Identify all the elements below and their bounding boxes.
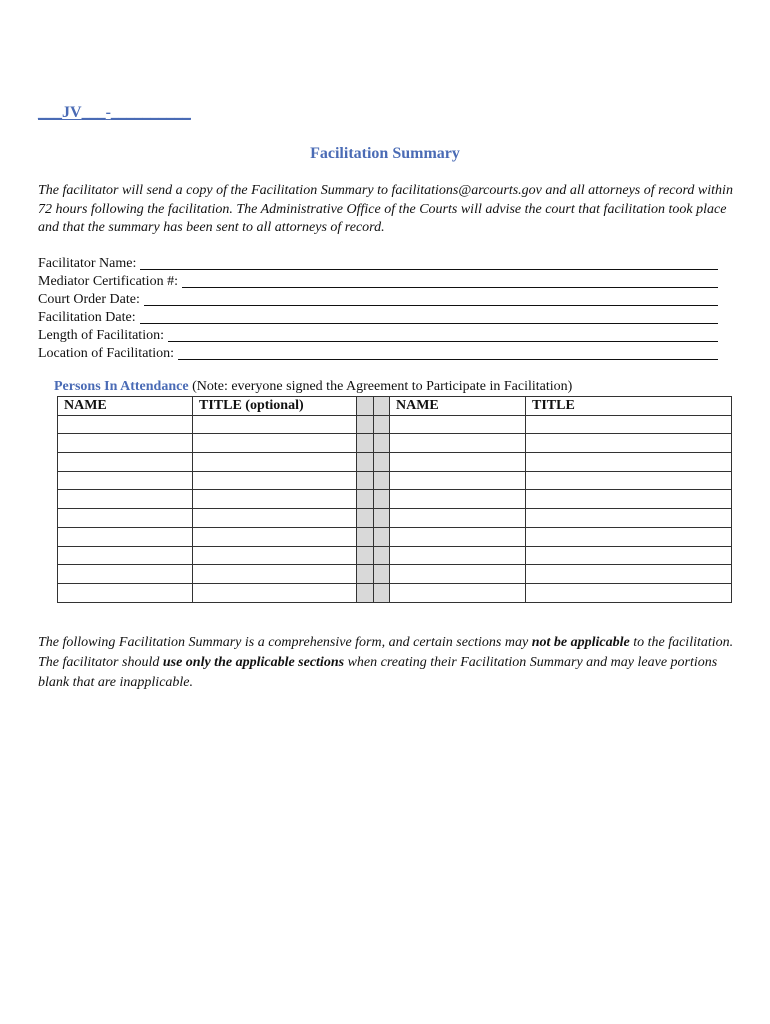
length-of-facilitation-field	[38, 326, 718, 344]
intro-paragraph: The facilitator will send a copy of the Facilitation Summary to facilitations@arcourts.gov and all attorneys of record within 72 hours following the facilitation. The Administrative Office of the Courts will advise the court that facilitation took place and that the summary has been sent to all attorneys of record.	[38, 183, 733, 235]
column-header-title: TITLE	[526, 397, 732, 416]
spacer-cell	[374, 583, 390, 602]
left-title-cell[interactable]	[193, 583, 357, 602]
left-title-cell[interactable]	[193, 546, 357, 565]
right-title-cell[interactable]	[526, 565, 732, 584]
spacer-cell	[357, 527, 374, 546]
spacer-cell	[357, 509, 374, 528]
spacer-cell	[374, 434, 390, 453]
column-header-name: NAME	[58, 397, 193, 416]
case-number-dash: -	[105, 104, 111, 121]
outro-paragraph	[38, 633, 738, 693]
mediator-certification-field	[38, 272, 718, 290]
case-number-blank[interactable]: ___	[81, 104, 106, 121]
attendance-note: (Note: everyone signed the Agreement to Participate in Facilitation)	[188, 379, 573, 394]
court-order-date-input[interactable]	[144, 292, 718, 306]
right-title-cell[interactable]	[526, 509, 732, 528]
spacer-cell	[357, 471, 374, 490]
spacer-cell	[374, 397, 390, 416]
right-title-cell[interactable]	[526, 415, 732, 434]
left-title-cell[interactable]	[193, 490, 357, 509]
field-label: Court Order Date:	[38, 292, 140, 307]
spacer-cell	[374, 471, 390, 490]
outro-text: when creating their Facilitation Summary and may leave portions blank that are inapplicable.	[38, 655, 718, 690]
outro-emphasis: use only the applicable sections	[162, 655, 345, 670]
attendance-table	[57, 396, 732, 603]
spacer-cell	[357, 565, 374, 584]
left-title-cell[interactable]	[193, 509, 357, 528]
attendance-row	[58, 415, 732, 434]
right-title-cell[interactable]	[526, 471, 732, 490]
left-name-cell[interactable]	[58, 583, 193, 602]
attendance-row	[58, 471, 732, 490]
right-title-cell[interactable]	[526, 490, 732, 509]
spacer-cell	[357, 546, 374, 565]
spacer-cell	[374, 527, 390, 546]
left-name-cell[interactable]	[58, 490, 193, 509]
left-title-cell[interactable]	[193, 415, 357, 434]
attendance-row	[58, 546, 732, 565]
spacer-cell	[374, 509, 390, 528]
right-title-cell[interactable]	[526, 434, 732, 453]
spacer-cell	[357, 583, 374, 602]
attendance-row	[58, 434, 732, 453]
left-name-cell[interactable]	[58, 415, 193, 434]
left-title-cell[interactable]	[193, 565, 357, 584]
location-of-facilitation-input[interactable]	[178, 346, 718, 360]
attendance-row	[58, 453, 732, 472]
left-title-cell[interactable]	[193, 527, 357, 546]
spacer-cell	[374, 546, 390, 565]
left-name-cell[interactable]	[58, 527, 193, 546]
right-name-cell[interactable]	[390, 546, 526, 565]
attendance-row	[58, 527, 732, 546]
right-title-cell[interactable]	[526, 546, 732, 565]
facilitator-name-input[interactable]	[140, 256, 718, 270]
spacer-cell	[357, 453, 374, 472]
spacer-cell	[357, 415, 374, 434]
column-header-title-optional: TITLE (optional)	[193, 397, 357, 416]
attendance-heading: Persons In Attendance	[54, 379, 189, 394]
right-name-cell[interactable]	[390, 434, 526, 453]
facilitation-date-input[interactable]	[140, 310, 718, 324]
spacer-cell	[374, 490, 390, 509]
spacer-cell	[357, 490, 374, 509]
spacer-cell	[357, 434, 374, 453]
field-label: Facilitation Date:	[38, 310, 136, 325]
spacer-cell	[374, 453, 390, 472]
left-name-cell[interactable]	[58, 565, 193, 584]
page-title: Facilitation Summary	[310, 145, 460, 162]
left-name-cell[interactable]	[58, 434, 193, 453]
outro-text: to the facilitation. The facilitator should	[38, 635, 734, 670]
left-name-cell[interactable]	[58, 453, 193, 472]
case-number	[38, 104, 191, 122]
attendance-row	[58, 490, 732, 509]
right-name-cell[interactable]	[390, 415, 526, 434]
field-label: Mediator Certification #:	[38, 274, 178, 289]
mediator-certification-input[interactable]	[182, 274, 718, 288]
attendance-header-row	[58, 397, 732, 416]
right-name-cell[interactable]	[390, 583, 526, 602]
outro-emphasis: not be applicable	[531, 635, 630, 650]
column-header-name: NAME	[390, 397, 526, 416]
summary-fields	[38, 254, 718, 362]
right-title-cell[interactable]	[526, 583, 732, 602]
attendance-row	[58, 583, 732, 602]
case-number-blank[interactable]: ___	[38, 104, 62, 121]
case-number-prefix: JV	[62, 104, 82, 121]
outro-text: The following Facilitation Summary is a comprehensive form, and certain sections may	[38, 635, 532, 650]
right-name-cell[interactable]	[390, 490, 526, 509]
facilitation-date-field	[38, 308, 718, 326]
left-name-cell[interactable]	[58, 471, 193, 490]
court-order-date-field	[38, 290, 718, 308]
field-label: Length of Facilitation:	[38, 328, 164, 343]
spacer-cell	[357, 397, 374, 416]
spacer-cell	[374, 415, 390, 434]
right-name-cell[interactable]	[390, 565, 526, 584]
attendance-row	[58, 509, 732, 528]
left-name-cell[interactable]	[58, 546, 193, 565]
location-of-facilitation-field	[38, 344, 718, 362]
case-number-blank[interactable]: __________	[110, 104, 191, 121]
right-name-cell[interactable]	[390, 527, 526, 546]
right-name-cell[interactable]	[390, 509, 526, 528]
right-name-cell[interactable]	[390, 453, 526, 472]
attendance-row	[58, 565, 732, 584]
spacer-cell	[374, 565, 390, 584]
attendance-caption	[54, 379, 572, 395]
left-title-cell[interactable]	[193, 471, 357, 490]
length-of-facilitation-input[interactable]	[168, 328, 718, 342]
left-name-cell[interactable]	[58, 509, 193, 528]
right-title-cell[interactable]	[526, 453, 732, 472]
field-label: Location of Facilitation:	[38, 346, 175, 361]
right-title-cell[interactable]	[526, 527, 732, 546]
attendance-rows	[58, 415, 732, 602]
field-label: Facilitator Name:	[38, 256, 137, 271]
left-title-cell[interactable]	[193, 434, 357, 453]
left-title-cell[interactable]	[193, 453, 357, 472]
facilitator-name-field	[38, 254, 718, 272]
right-name-cell[interactable]	[390, 471, 526, 490]
